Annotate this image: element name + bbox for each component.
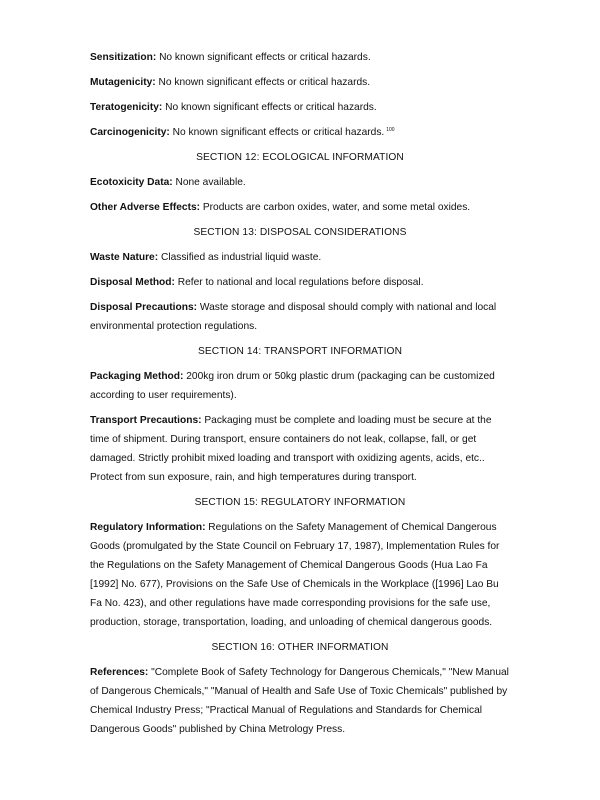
entry-label: Other Adverse Effects: xyxy=(90,202,201,213)
entry-label: Regulatory Information: xyxy=(90,522,206,533)
entry-text: No known significant effects or critical hazards. xyxy=(155,77,371,88)
entry-text: No known significant effects or critical hazards. xyxy=(169,127,385,138)
entry-label: Waste Nature: xyxy=(90,252,159,263)
entry-text: Packaging must be complete and loading must be secure at the time of shipment. During transport, ensure containers do not leak, collapse, fall, or get damaged. Strictly prohibit mixed loading and transport with oxidizing agents, acids, etc.. Protect from sun exposure, rain, and high temperatures during transport. xyxy=(90,415,492,483)
transport-precautions-entry xyxy=(90,411,510,487)
entry-label: Sensitization: xyxy=(90,52,157,63)
entry-text: No known significant effects or critical hazards. xyxy=(156,52,371,63)
sensitization-entry xyxy=(90,48,510,67)
entry-label: Transport Precautions: xyxy=(90,415,202,426)
footnote-marker: 100 xyxy=(386,126,395,133)
section-13-heading: SECTION 13: DISPOSAL CONSIDERATIONS xyxy=(193,227,407,238)
section-15-heading: SECTION 15: REGULATORY INFORMATION xyxy=(194,497,406,508)
disposal-method-entry xyxy=(90,273,510,292)
mutagenicity-entry xyxy=(90,73,510,92)
entry-label: Ecotoxicity Data: xyxy=(90,177,173,188)
entry-label: Disposal Precautions: xyxy=(90,302,197,313)
document-page xyxy=(90,48,510,745)
packaging-method-entry xyxy=(90,367,510,405)
entry-text: Classified as industrial liquid waste. xyxy=(158,252,322,263)
entry-text: Refer to national and local regulations before disposal. xyxy=(174,277,424,288)
section-14-heading: SECTION 14: TRANSPORT INFORMATION xyxy=(197,346,403,357)
entry-text: Waste storage and disposal should comply with national and local environmental protection regulations. xyxy=(90,302,497,332)
entry-text: None available. xyxy=(172,177,246,188)
carcinogenicity-entry xyxy=(90,123,510,142)
other-adverse-effects-entry xyxy=(90,198,510,217)
ecotoxicity-entry xyxy=(90,173,510,192)
waste-nature-entry xyxy=(90,248,510,267)
entry-label: Carcinogenicity: xyxy=(90,127,170,138)
entry-text: No known significant effects or critical hazards. xyxy=(162,102,377,113)
entry-label: Packaging Method: xyxy=(90,371,184,382)
references-entry xyxy=(90,663,510,739)
entry-text: Regulations on the Safety Management of Chemical Dangerous Goods (promulgated by the State Council on February 17, 1987), Implementation Rules for the Regulations on the Safety Management of Chemical Dangerous Goods (Hua Lao Fa [1992] No. 677), Provisions on the Safe Use of Chemicals in the Workplace ([1996] Lao Bu Fa No. 423), and other regulations have made corresponding provisions for the safe use, production, storage, transportation, loading, and unloading of chemical dangerous goods. xyxy=(90,522,500,628)
regulatory-information-entry xyxy=(90,518,510,632)
section-12-heading: SECTION 12: ECOLOGICAL INFORMATION xyxy=(196,152,404,163)
entry-text: "Complete Book of Safety Technology for Dangerous Chemicals," "New Manual of Dangerous Chemicals," "Manual of Health and Safe Use of Toxic Chemicals" published by Chemical Industry Press; "Practical Manual of Regulations and Standards for Chemical Dangerous Goods" published by China Metrology Press. xyxy=(90,667,509,735)
entry-label: Disposal Method: xyxy=(90,277,175,288)
disposal-precautions-entry xyxy=(90,298,510,336)
entry-label: Teratogenicity: xyxy=(90,102,163,113)
section-16-heading: SECTION 16: OTHER INFORMATION xyxy=(211,642,389,653)
entry-text: Products are carbon oxides, water, and some metal oxides. xyxy=(200,202,471,213)
entry-text: 200kg iron drum or 50kg plastic drum (packaging can be customized according to user requirements). xyxy=(90,371,495,401)
entry-label: References: xyxy=(90,667,149,678)
entry-label: Mutagenicity: xyxy=(90,77,156,88)
teratogenicity-entry xyxy=(90,98,510,117)
